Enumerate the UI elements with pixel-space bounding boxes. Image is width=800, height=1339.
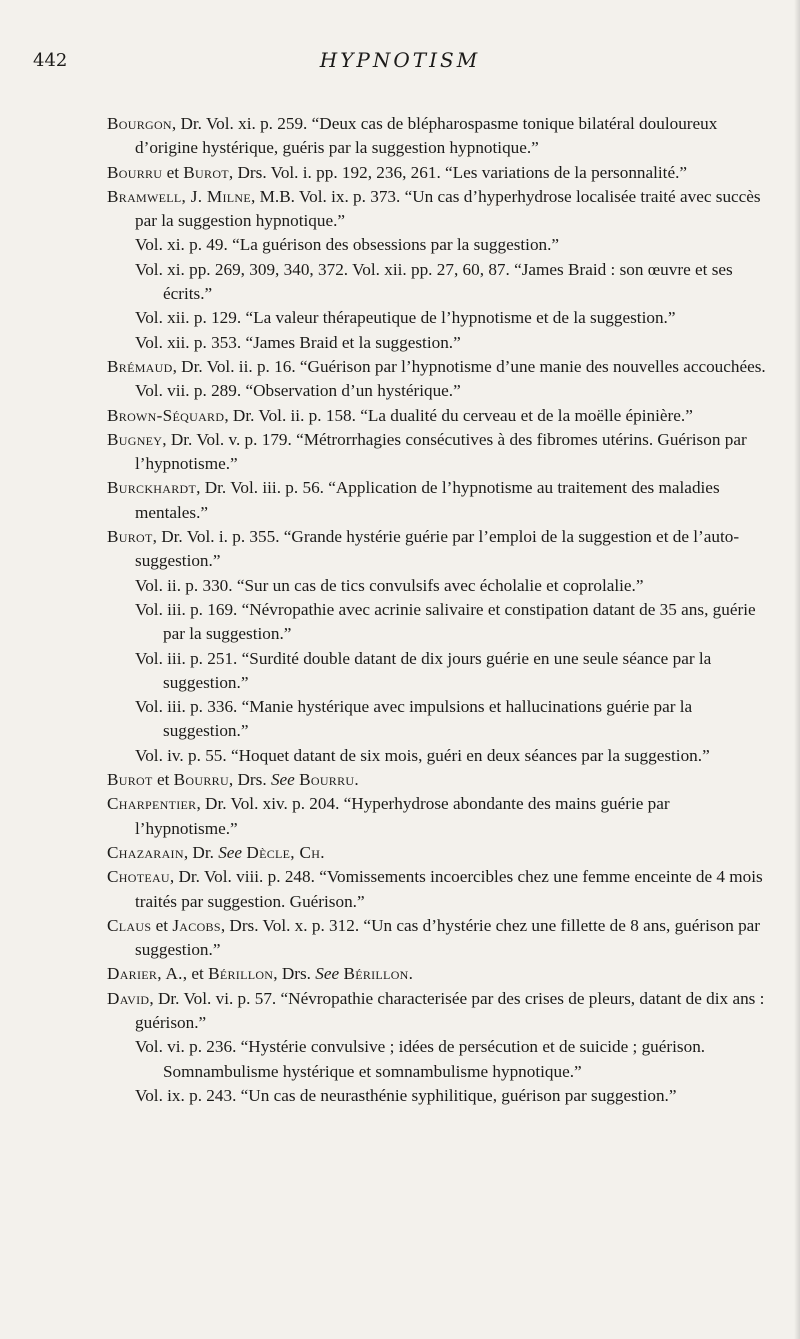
author-name: Burckhardt (107, 478, 197, 498)
entry-text: et (151, 915, 173, 935)
bibliography-entry (107, 112, 772, 161)
entry-text: , et (182, 964, 209, 984)
entry-text: Vol. xii. p. 129. “La valeur thérapeutique de l’hypnotisme et de la suggestion.” (135, 308, 676, 328)
author-name: Bérillon (208, 964, 274, 984)
author-name: Bramwell, J. Milne (107, 186, 252, 206)
entry-text: Vol. xii. p. 353. “James Braid et la suggestion.” (135, 332, 461, 352)
entry-text: , Dr. Vol. v. p. 179. “Métrorrhagies consécutives à des fibromes utérins. Guérison par l’hypnotisme.” (135, 429, 747, 474)
entry-text: , M.B. Vol. ix. p. 373. “Un cas d’hyperhydrose localisée traité avec succès par la suggestion hypnotique.” (135, 186, 761, 231)
author-name: Burot (107, 770, 153, 790)
sub-entry (107, 1035, 772, 1084)
entry-text: Vol. ii. p. 330. “Sur un cas de tics convulsifs avec écholalie et coprolalie.” (135, 575, 644, 595)
see-reference: See (218, 842, 243, 862)
sub-entry (107, 306, 772, 330)
bibliography-entry (107, 404, 772, 428)
sub-entry (107, 647, 772, 696)
bibliography-entry (107, 355, 772, 379)
bibliography-entry (107, 428, 772, 477)
bibliography-entry (107, 476, 772, 525)
entry-text: , Dr. Vol. viii. p. 248. “Vomissements incoercibles chez une femme enceinte de 4 mois traités par suggestion. Guérison.” (135, 867, 763, 911)
author-name: Claus (107, 915, 152, 935)
entry-text: et (152, 770, 174, 790)
entry-text: , Dr. Vol. xiv. p. 204. “Hyperhydrose abondante des mains guérie par l’hypnotisme.” (135, 794, 670, 838)
see-target: Bérillon. (343, 964, 414, 984)
sub-entry (107, 331, 772, 355)
entry-text: Vol. vii. p. 289. “Observation d’un hystérique.” (135, 381, 461, 401)
page-header (0, 48, 800, 78)
entry-text: , Dr. Vol. iii. p. 56. “Application de l’hypnotisme au traitement des maladies mentales.” (135, 478, 720, 522)
author-name: Bourgon (107, 114, 172, 133)
author-name: Brown-Séquard (107, 405, 225, 425)
entry-text: Vol. iii. p. 336. “Manie hystérique avec impulsions et hallucinations guérie par la suggestion.” (135, 697, 693, 741)
author-name: Bugney (107, 429, 163, 449)
sub-entry (107, 598, 772, 647)
author-name: Chazarain (107, 842, 184, 862)
sub-entry (107, 695, 772, 744)
author-name: Bourru (107, 162, 163, 182)
bibliography-entry (107, 792, 772, 841)
bibliography-entry (107, 768, 772, 792)
see-reference: See (315, 964, 340, 984)
entry-text: Vol. vi. p. 236. “Hystérie convulsive ; idées de persécution et de suicide ; guérison. Somnambulisme hystérique et somnambulisme hypnotique.” (135, 1037, 706, 1081)
entry-text: , Dr. Vol. ii. p. 16. “Guérison par l’hypnotisme d’une manie des nouvelles accouchées. (172, 356, 766, 376)
entry-text: , Dr. Vol. vi. p. 57. “Névropathie characterisée par des crises de pleurs, datant de dix ans : guérison.” (135, 988, 765, 1032)
sub-entry (107, 379, 772, 403)
bibliography-list (107, 112, 772, 1108)
entry-text: Vol. iii. p. 251. “Surdité double datant de dix jours guérie en une seule séance par la suggestion.” (135, 648, 712, 692)
entry-text: , Drs. (273, 964, 316, 984)
bibliography-entry (107, 185, 772, 234)
author-name: Brémaud (107, 356, 173, 376)
entry-text: Vol. xi. p. 49. “La guérison des obsessions par la suggestion.” (135, 235, 560, 255)
bibliography-entry (107, 962, 772, 986)
entry-text: et (162, 162, 184, 182)
entry-text: , Dr. Vol. xi. p. 259. “Deux cas de blépharospasme tonique bilatéral douloureux d’origine hystérique, guéris par la suggestion hypnotique.” (135, 114, 718, 158)
author-name: Darier, A. (107, 964, 183, 984)
bibliography-entry (107, 161, 772, 185)
author-name: Jacobs (172, 915, 221, 935)
see-target: Bourru. (299, 770, 359, 790)
bibliography-entry (107, 865, 772, 914)
see-reference: See (270, 770, 295, 790)
bibliography-entry (107, 987, 772, 1036)
author-name: Charpentier (107, 794, 197, 814)
running-head: HYPNOTISM (319, 48, 481, 72)
entry-text: Vol. iii. p. 169. “Névropathie avec acrinie salivaire et constipation datant de 35 ans, guérie par la suggestion.” (135, 599, 756, 644)
entry-text: Vol. xi. pp. 269, 309, 340, 372. Vol. xii. pp. 27, 60, 87. “James Braid : son œuvre et ses écrits.” (135, 259, 733, 304)
author-name: Bourru (173, 770, 229, 790)
author-name: Choteau (107, 867, 170, 887)
sub-entry (107, 574, 772, 598)
entry-text: Vol. ix. p. 243. “Un cas de neurasthénie syphilitique, guérison par suggestion.” (135, 1085, 677, 1105)
page-edge-shadow (794, 0, 800, 1339)
entry-text: , Dr. Vol. i. p. 355. “Grande hystérie guérie par l’emploi de la suggestion et de l’auto-suggestion.” (135, 527, 740, 571)
entry-text: Vol. iv. p. 55. “Hoquet datant de six mois, guéri en deux séances par la suggestion.” (135, 745, 710, 765)
see-target: Dècle, Ch. (246, 842, 325, 862)
entry-text: , Dr. Vol. ii. p. 158. “La dualité du cerveau et de la moëlle épinière.” (224, 405, 693, 425)
page-number: 442 (33, 50, 68, 71)
author-name: Burot (183, 162, 229, 182)
entry-text: , Dr. (183, 842, 219, 862)
sub-entry (107, 1084, 772, 1108)
sub-entry (107, 233, 772, 257)
sub-entry (107, 258, 772, 307)
bibliography-entry (107, 914, 772, 963)
bibliography-entry (107, 525, 772, 574)
author-name: Burot (107, 527, 153, 547)
entry-text: , Drs. (228, 770, 271, 790)
sub-entry (107, 744, 772, 768)
entry-text: , Drs. Vol. i. pp. 192, 236, 261. “Les variations de la personnalité.” (228, 162, 688, 182)
author-name: David (107, 988, 150, 1008)
bibliography-entry (107, 841, 772, 865)
entry-text: , Drs. Vol. x. p. 312. “Un cas d’hystérie chez une fillette de 8 ans, guérison par suggestion.” (135, 915, 761, 960)
